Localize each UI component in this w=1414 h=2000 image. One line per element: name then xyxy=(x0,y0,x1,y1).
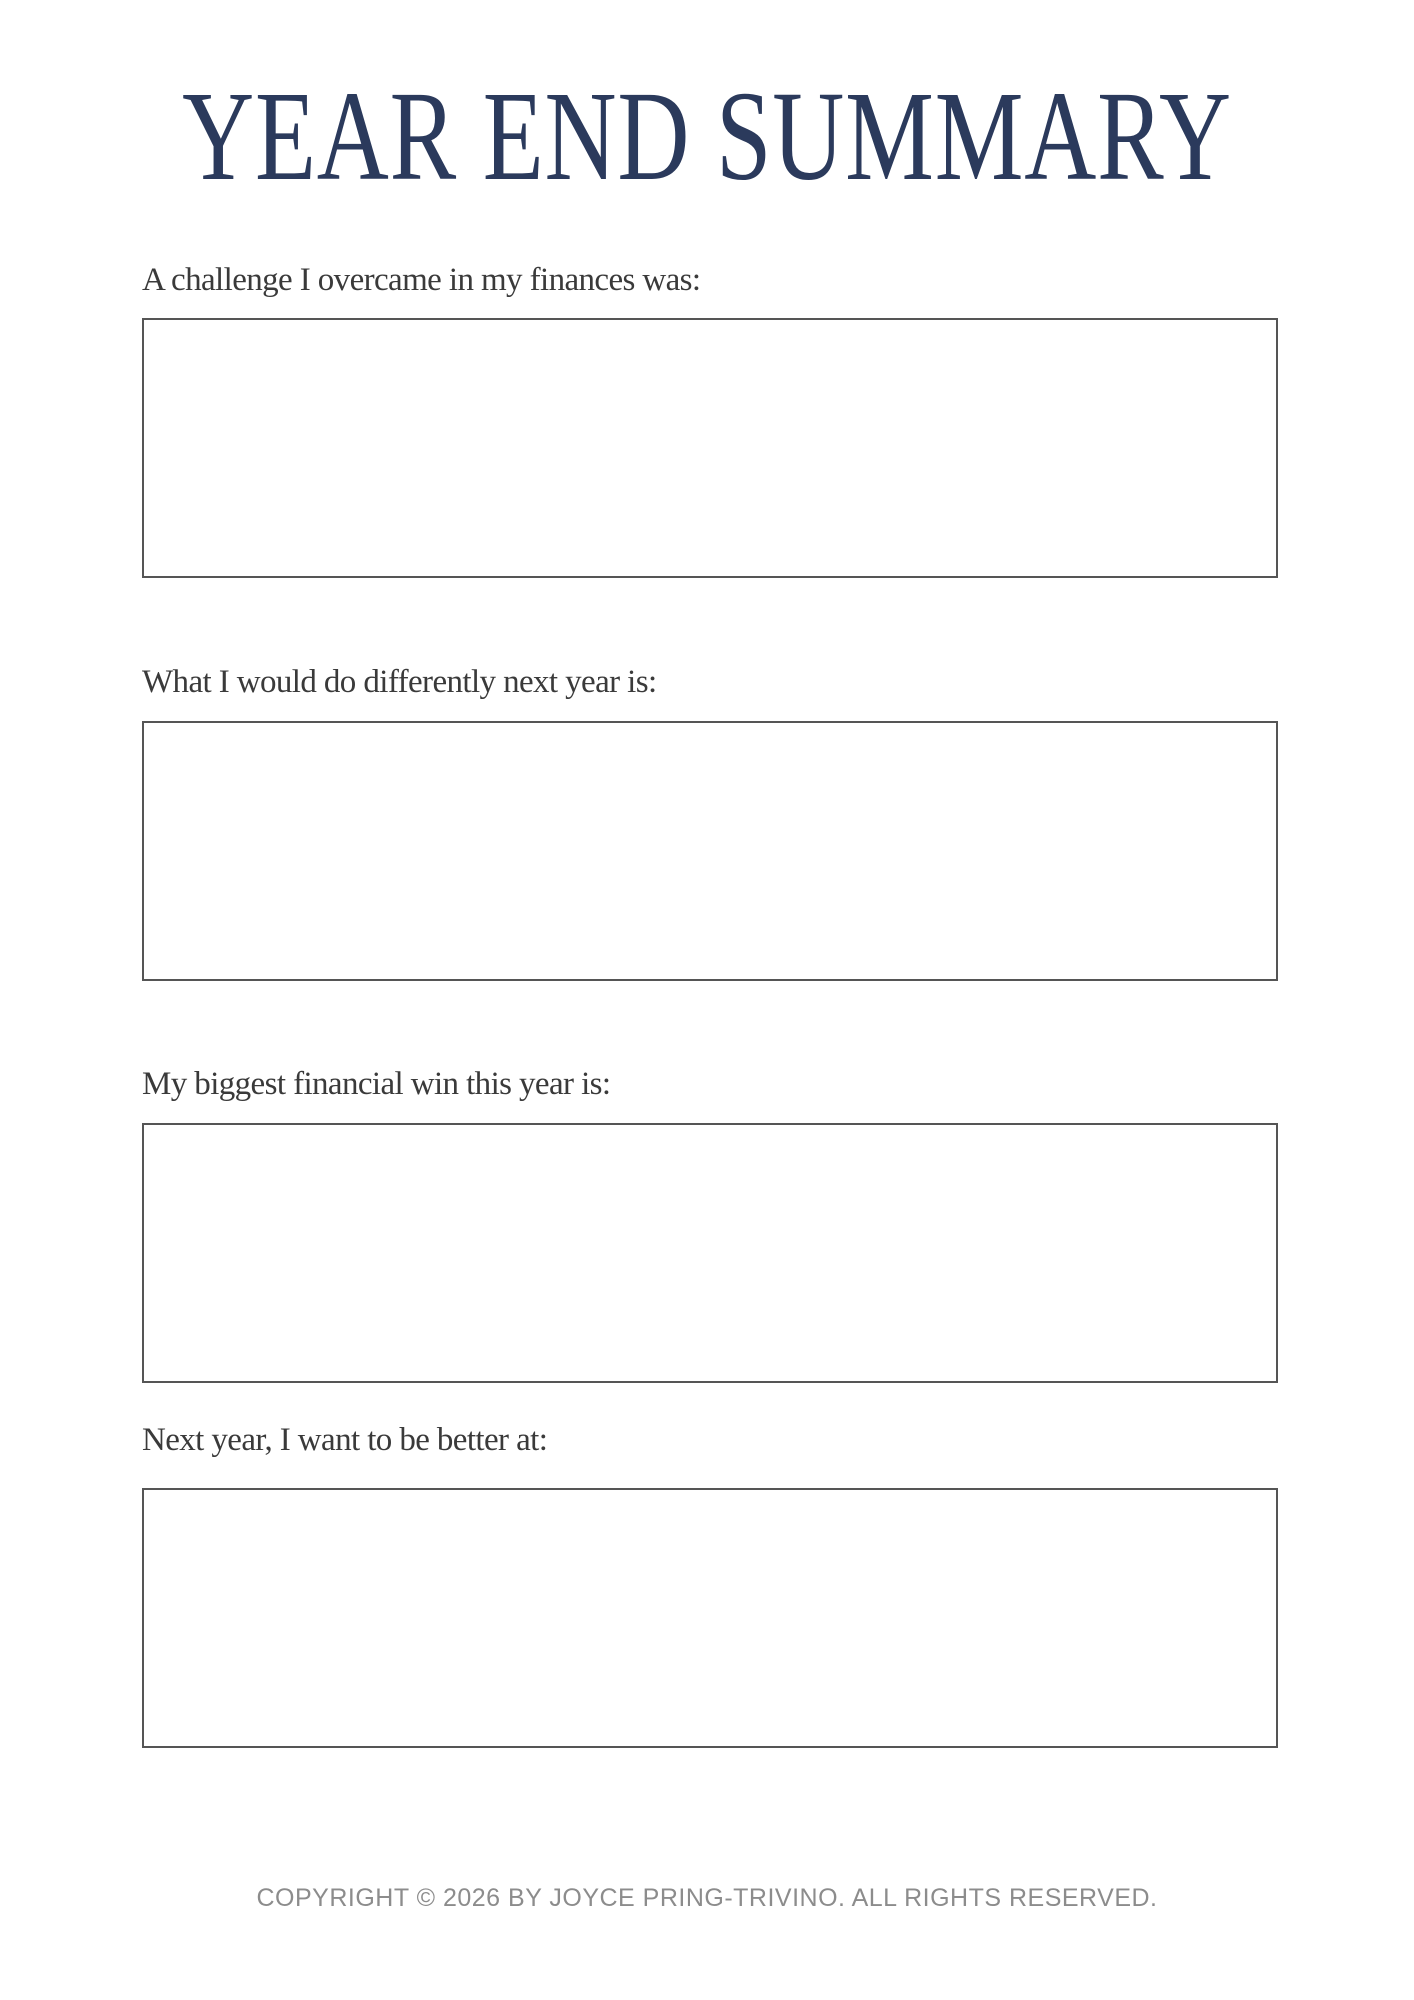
page-title: YEAR END SUMMARY xyxy=(182,65,1232,207)
prompt-biggest-win: My biggest financial win this year is: xyxy=(142,1066,611,1102)
copyright-footer: COPYRIGHT © 2026 BY JOYCE PRING-TRIVINO. ALL RIGHTS RESERVED. xyxy=(256,1884,1158,1912)
prompt-challenge-overcame: A challenge I overcame in my finances was: xyxy=(142,262,701,298)
prompt-better-at: Next year, I want to be better at: xyxy=(142,1422,548,1458)
answer-box-better-at[interactable] xyxy=(142,1488,1278,1748)
answer-box-do-differently[interactable] xyxy=(142,721,1278,981)
answer-box-biggest-win[interactable] xyxy=(142,1123,1278,1383)
answer-box-challenge-overcame[interactable] xyxy=(142,318,1278,578)
prompt-do-differently: What I would do differently next year is: xyxy=(142,664,657,700)
